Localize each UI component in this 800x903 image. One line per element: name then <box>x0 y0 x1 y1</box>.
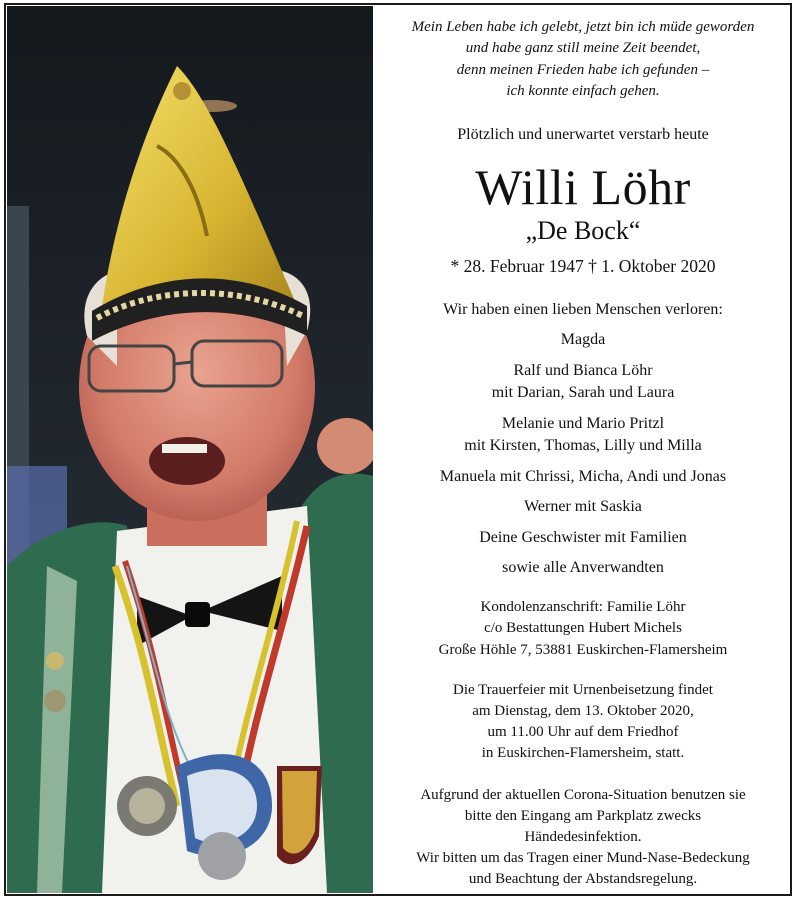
address-line: Kondolenzanschrift: Familie Löhr <box>480 599 686 615</box>
corona-line: Aufgrund der aktuellen Corona-Situation benutzen sie <box>420 787 746 803</box>
corona-line: bitte den Eingang am Parkplatz zwecks <box>464 808 702 824</box>
mourner-line: mit Kirsten, Thomas, Lilly und Milla <box>464 437 702 454</box>
poem-line: ich konnte einfach gehen. <box>506 83 660 99</box>
ceremony-line: Die Trauerfeier mit Urnenbeisetzung findet <box>453 682 713 698</box>
ceremony-line: am Dienstag, dem 13. Oktober 2020, <box>472 703 694 719</box>
intro-text: Plötzlich und unerwartet verstarb heute <box>457 126 709 143</box>
deceased-name: Willi Löhr <box>475 159 691 215</box>
mourner-line: Werner mit Saskia <box>524 498 642 515</box>
portrait-photo <box>7 6 373 893</box>
poem-line: denn meinen Frieden habe ich gefunden – <box>456 62 710 78</box>
address-line: c/o Bestattungen Hubert Michels <box>484 620 682 636</box>
lost-line: Wir haben einen lieben Menschen verloren: <box>443 301 723 318</box>
poem-line: Mein Leben habe ich gelebt, jetzt bin ich müde geworden <box>411 19 755 35</box>
mourner-line: Magda <box>560 331 606 348</box>
mourner-line: Melanie und Mario Pritzl <box>501 415 665 432</box>
ceremony-line: in Euskirchen-Flamersheim, statt. <box>481 745 685 761</box>
mourner-line: Deine Geschwister mit Familien <box>479 529 687 546</box>
nickname: „De Bock“ <box>525 216 641 245</box>
corona-line: Wir bitten um das Tragen einer Mund-Nase-Bedeckung <box>416 850 750 866</box>
mourner-line: mit Darian, Sarah und Laura <box>491 384 675 401</box>
ceremony-line: um 11.00 Uhr auf dem Friedhof <box>487 724 679 740</box>
address-line: Große Höhle 7, 53881 Euskirchen-Flamersheim <box>438 642 728 658</box>
corona-line: Händedesinfektion. <box>524 829 642 845</box>
mourner-line: Manuela mit Chrissi, Micha, Andi und Jonas <box>439 468 727 485</box>
mourner-line: Ralf und Bianca Löhr <box>513 362 653 379</box>
notice-text <box>378 6 788 893</box>
corona-line: und Beachtung der Abstandsregelung. <box>468 871 698 887</box>
poem-line: und habe ganz still meine Zeit beendet, <box>465 40 701 56</box>
life-dates: * 28. Februar 1947 † 1. Oktober 2020 <box>450 256 716 276</box>
mourner-line: sowie alle Anverwandten <box>502 559 664 576</box>
